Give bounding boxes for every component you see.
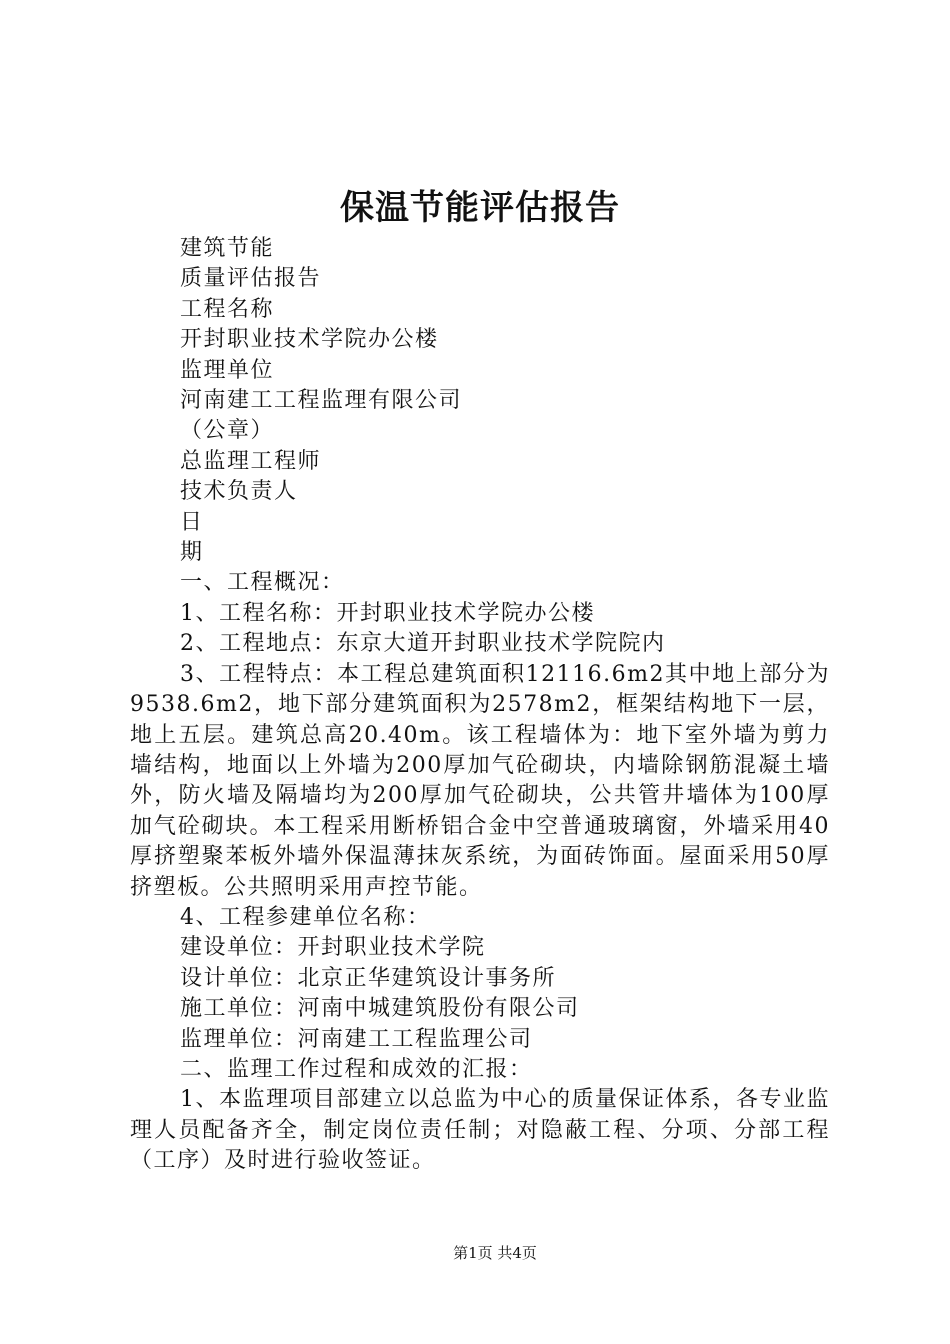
paragraph: 2、工程地点：东京大道开封职业技术学院院内 xyxy=(180,631,666,657)
page-footer: 第1页 共4页 xyxy=(453,1244,537,1262)
paragraph: 3、工程特点：本工程总建筑面积12116.6m2其中地上部分为9538.6m2，地下部分建筑面积为2578m2，框架结构地下一层，地上五层。建筑总高20.40m。该工程墙体为：地下室外墙为剪力墙结构，地面以上外墙为200厚加气砼砌块，内墙除钢筋混凝土墙外，防火墙及隔墙均为200厚加气砼砌块，公共管井墙体为100厚加气砼砌块。本工程采用断桥铝合金中空普通玻璃窗，外墙采用40厚挤塑聚苯板外墙外保温薄抹灰系统，为面砖饰面。屋面采用50厚挤塑板。公共照明采用声控节能。 xyxy=(130,661,830,900)
paragraph: 工程名称 xyxy=(180,296,275,322)
paragraph: 施工单位：河南中城建筑股份有限公司 xyxy=(180,996,580,1022)
paragraph: 日 xyxy=(180,509,204,535)
paragraph: 监理单位 xyxy=(180,357,275,383)
paragraph: 河南建工工程监理有限公司 xyxy=(180,388,463,414)
paragraph: 建设单位：开封职业技术学院 xyxy=(180,935,486,961)
paragraph: 4、工程参建单位名称： xyxy=(180,904,431,930)
paragraph: 监理单位：河南建工工程监理公司 xyxy=(180,1026,533,1052)
paragraph: 建筑节能 xyxy=(180,236,275,261)
paragraph: 1、本监理项目部建立以总监为中心的质量保证体系，各专业监理人员配备齐全，制定岗位责任制；对隐蔽工程、分项、分部工程（工序）及时进行验收签证。 xyxy=(130,1087,830,1174)
paragraph: 设计单位：北京正华建筑设计事务所 xyxy=(180,965,557,991)
section-heading: 一、工程概况： xyxy=(180,570,345,596)
paragraph: （公章） xyxy=(180,418,275,444)
document-body xyxy=(130,234,830,1177)
paragraph: 开封职业技术学院办公楼 xyxy=(180,327,439,353)
paragraph: 质量评估报告 xyxy=(180,266,322,292)
paragraph: 技术负责人 xyxy=(180,479,298,505)
paragraph: 期 xyxy=(180,540,204,566)
section-heading: 二、监理工作过程和成效的汇报： xyxy=(180,1056,533,1082)
document-title: 保温节能评估报告 xyxy=(340,188,620,228)
paragraph: 总监理工程师 xyxy=(180,448,322,474)
paragraph: 1、工程名称：开封职业技术学院办公楼 xyxy=(180,600,595,626)
